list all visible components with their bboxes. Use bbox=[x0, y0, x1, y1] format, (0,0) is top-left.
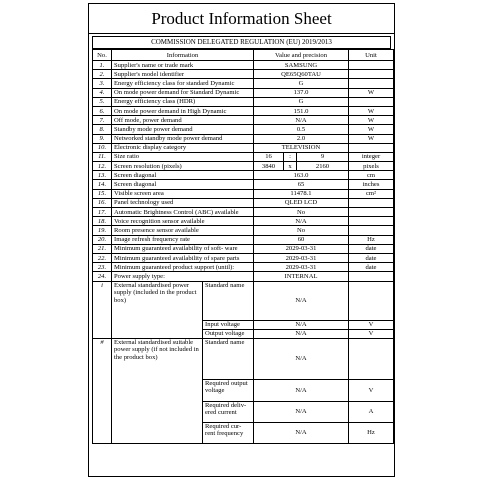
row-information: Screen diagonal bbox=[112, 180, 254, 189]
power-supply-value: N/A bbox=[254, 422, 349, 443]
row-number: 2. bbox=[93, 70, 112, 79]
header-value: Value and precision bbox=[254, 50, 349, 61]
power-supply-unit: V bbox=[349, 329, 394, 338]
table-row bbox=[93, 116, 394, 125]
row-value: 65 bbox=[254, 180, 349, 189]
power-supply-value: N/A bbox=[254, 281, 349, 320]
power-supply-unit bbox=[349, 338, 394, 379]
row-information: On mode power demand for Standard Dynamic bbox=[112, 88, 254, 97]
table-row bbox=[93, 217, 394, 226]
row-information: Energy efficiency class (HDR) bbox=[112, 97, 254, 106]
row-information: Size ratio bbox=[112, 152, 254, 161]
power-supply-unit: V bbox=[349, 379, 394, 401]
row-number: 18. bbox=[93, 217, 112, 226]
row-information: Minimum guaranteed availability of soft- ware bbox=[112, 244, 254, 253]
row-number: 12. bbox=[93, 162, 112, 171]
row-unit: integer bbox=[349, 152, 394, 161]
row-information: Standby mode power demand bbox=[112, 125, 254, 134]
power-supply-label: Required cur- rent frequency bbox=[203, 422, 254, 443]
row-value: G bbox=[254, 97, 349, 106]
row-number: 8. bbox=[93, 125, 112, 134]
row-value: 60 bbox=[254, 235, 349, 244]
regulation-header: COMMISSION DELEGATED REGULATION (EU) 2019/2013 bbox=[92, 36, 391, 49]
row-number: 21. bbox=[93, 244, 112, 253]
row-value: INTERNAL bbox=[254, 272, 349, 281]
row-value: 2.0 bbox=[254, 134, 349, 143]
row-information: Networked standby mode power demand bbox=[112, 134, 254, 143]
row-value-first: 16 bbox=[254, 152, 284, 161]
row-value: QE65Q60TAU bbox=[254, 70, 349, 79]
table-row bbox=[93, 180, 394, 189]
table-row bbox=[93, 189, 394, 198]
table-row bbox=[93, 272, 394, 281]
header-unit: Unit bbox=[349, 50, 394, 61]
power-supply-unit: Hz bbox=[349, 422, 394, 443]
row-number: 23. bbox=[93, 263, 112, 272]
table-row bbox=[93, 162, 394, 171]
row-unit bbox=[349, 198, 394, 207]
row-information: Supplier's model identifier bbox=[112, 70, 254, 79]
row-number: 16. bbox=[93, 198, 112, 207]
power-supply-value: N/A bbox=[254, 379, 349, 401]
power-supply-unit: V bbox=[349, 320, 394, 329]
row-unit bbox=[349, 208, 394, 217]
row-information: Off mode, power demand bbox=[112, 116, 254, 125]
row-unit: Hz bbox=[349, 235, 394, 244]
power-supply-unit: A bbox=[349, 401, 394, 422]
row-information: Minimum guaranteed availability of spare parts bbox=[112, 253, 254, 262]
row-value: No bbox=[254, 226, 349, 235]
row-value: SAMSUNG bbox=[254, 61, 349, 70]
table-row bbox=[93, 143, 394, 152]
row-unit bbox=[349, 217, 394, 226]
row-unit: date bbox=[349, 253, 394, 262]
row-unit bbox=[349, 61, 394, 70]
row-unit: cm² bbox=[349, 189, 394, 198]
row-information: Voice recognition sensor available bbox=[112, 217, 254, 226]
row-value: 11478.1 bbox=[254, 189, 349, 198]
row-value: 163.0 bbox=[254, 171, 349, 180]
row-information: Power supply type: bbox=[112, 272, 254, 281]
row-unit bbox=[349, 272, 394, 281]
row-number: 1. bbox=[93, 61, 112, 70]
row-number: 13. bbox=[93, 171, 112, 180]
row-information: Screen resolution (pixels) bbox=[112, 162, 254, 171]
power-supply-value: N/A bbox=[254, 401, 349, 422]
row-value-separator: : bbox=[284, 152, 297, 161]
table-row bbox=[93, 152, 394, 161]
row-value: TELEVISION bbox=[254, 143, 349, 152]
row-information: On mode power demand in High Dynamic bbox=[112, 106, 254, 115]
row-value-second: 9 bbox=[297, 152, 349, 161]
row-value-first: 3840 bbox=[254, 162, 284, 171]
power-supply-label: Required deliv- ered current bbox=[203, 401, 254, 422]
row-unit: date bbox=[349, 263, 394, 272]
table-row bbox=[93, 235, 394, 244]
table-row bbox=[93, 253, 394, 262]
row-information: Minimum guaranteed product support (until): bbox=[112, 263, 254, 272]
table-row bbox=[93, 208, 394, 217]
row-value: 151.0 bbox=[254, 106, 349, 115]
row-value: 0.5 bbox=[254, 125, 349, 134]
row-unit: W bbox=[349, 88, 394, 97]
row-unit: inches bbox=[349, 180, 394, 189]
table-row bbox=[93, 134, 394, 143]
table-header-row bbox=[93, 50, 394, 61]
row-number: 11. bbox=[93, 152, 112, 161]
power-supply-value: N/A bbox=[254, 320, 349, 329]
table-row bbox=[93, 244, 394, 253]
row-value: 2029-03-31 bbox=[254, 244, 349, 253]
row-number: 24. bbox=[93, 272, 112, 281]
row-unit bbox=[349, 226, 394, 235]
row-number: 19. bbox=[93, 226, 112, 235]
row-unit: W bbox=[349, 134, 394, 143]
row-value: QLED LCD bbox=[254, 198, 349, 207]
row-information: Visible screen area bbox=[112, 189, 254, 198]
row-value-second: 2160 bbox=[297, 162, 349, 171]
power-supply-number: i bbox=[93, 281, 112, 338]
table-row bbox=[93, 263, 394, 272]
row-number: 17. bbox=[93, 208, 112, 217]
power-supply-row bbox=[93, 281, 394, 320]
row-value: No bbox=[254, 208, 349, 217]
row-number: 9. bbox=[93, 134, 112, 143]
power-supply-row bbox=[93, 338, 394, 379]
power-supply-unit bbox=[349, 281, 394, 320]
row-unit bbox=[349, 97, 394, 106]
table-row bbox=[93, 61, 394, 70]
row-unit bbox=[349, 79, 394, 88]
row-information: Electronic display category bbox=[112, 143, 254, 152]
table-row bbox=[93, 97, 394, 106]
power-supply-label: Input voltage bbox=[203, 320, 254, 329]
product-information-sheet bbox=[88, 3, 395, 477]
row-value: 2029-03-31 bbox=[254, 263, 349, 272]
power-supply-label: Required output voltage bbox=[203, 379, 254, 401]
row-number: 22. bbox=[93, 253, 112, 262]
row-unit: W bbox=[349, 106, 394, 115]
power-supply-number: # bbox=[93, 338, 112, 443]
table-row bbox=[93, 70, 394, 79]
row-value: N/A bbox=[254, 116, 349, 125]
row-information: Supplier's name or trade mark bbox=[112, 61, 254, 70]
row-value: 137.0 bbox=[254, 88, 349, 97]
row-value: G bbox=[254, 79, 349, 88]
row-number: 6. bbox=[93, 106, 112, 115]
row-number: 5. bbox=[93, 97, 112, 106]
row-value: N/A bbox=[254, 217, 349, 226]
power-supply-label: Standard name bbox=[203, 338, 254, 379]
row-number: 15. bbox=[93, 189, 112, 198]
row-information: Energy efficiency class for standard Dynamic bbox=[112, 79, 254, 88]
row-information: Panel technology used bbox=[112, 198, 254, 207]
power-supply-label: Standard name bbox=[203, 281, 254, 320]
header-no: No. bbox=[93, 50, 112, 61]
row-information: Screen diagonal bbox=[112, 171, 254, 180]
row-value: 2029-03-31 bbox=[254, 253, 349, 262]
table-row bbox=[93, 198, 394, 207]
row-information: Automatic Brightness Control (ABC) available bbox=[112, 208, 254, 217]
table-row bbox=[93, 106, 394, 115]
header-information: Information bbox=[112, 50, 254, 61]
power-supply-label: Output voltage bbox=[203, 329, 254, 338]
row-unit: date bbox=[349, 244, 394, 253]
power-supply-value: N/A bbox=[254, 329, 349, 338]
row-number: 7. bbox=[93, 116, 112, 125]
table-row bbox=[93, 88, 394, 97]
row-unit bbox=[349, 143, 394, 152]
row-unit: pixels bbox=[349, 162, 394, 171]
power-supply-description: External standardised suitable power supply (if not included in the product box) bbox=[112, 338, 203, 443]
power-supply-description: External standardised power supply (included in the product box) bbox=[112, 281, 203, 338]
row-value-separator: x bbox=[284, 162, 297, 171]
row-number: 4. bbox=[93, 88, 112, 97]
table-row bbox=[93, 125, 394, 134]
row-information: Room presence sensor available bbox=[112, 226, 254, 235]
row-unit: W bbox=[349, 125, 394, 134]
row-information: Image refresh frequency rate bbox=[112, 235, 254, 244]
row-unit: cm bbox=[349, 171, 394, 180]
row-number: 10. bbox=[93, 143, 112, 152]
table-row bbox=[93, 171, 394, 180]
row-unit bbox=[349, 70, 394, 79]
sheet-title: Product Information Sheet bbox=[89, 4, 394, 34]
row-number: 14. bbox=[93, 180, 112, 189]
row-unit: W bbox=[349, 116, 394, 125]
table-row bbox=[93, 79, 394, 88]
row-number: 3. bbox=[93, 79, 112, 88]
table-row bbox=[93, 226, 394, 235]
power-supply-value: N/A bbox=[254, 338, 349, 379]
row-number: 20. bbox=[93, 235, 112, 244]
info-table bbox=[92, 49, 394, 444]
